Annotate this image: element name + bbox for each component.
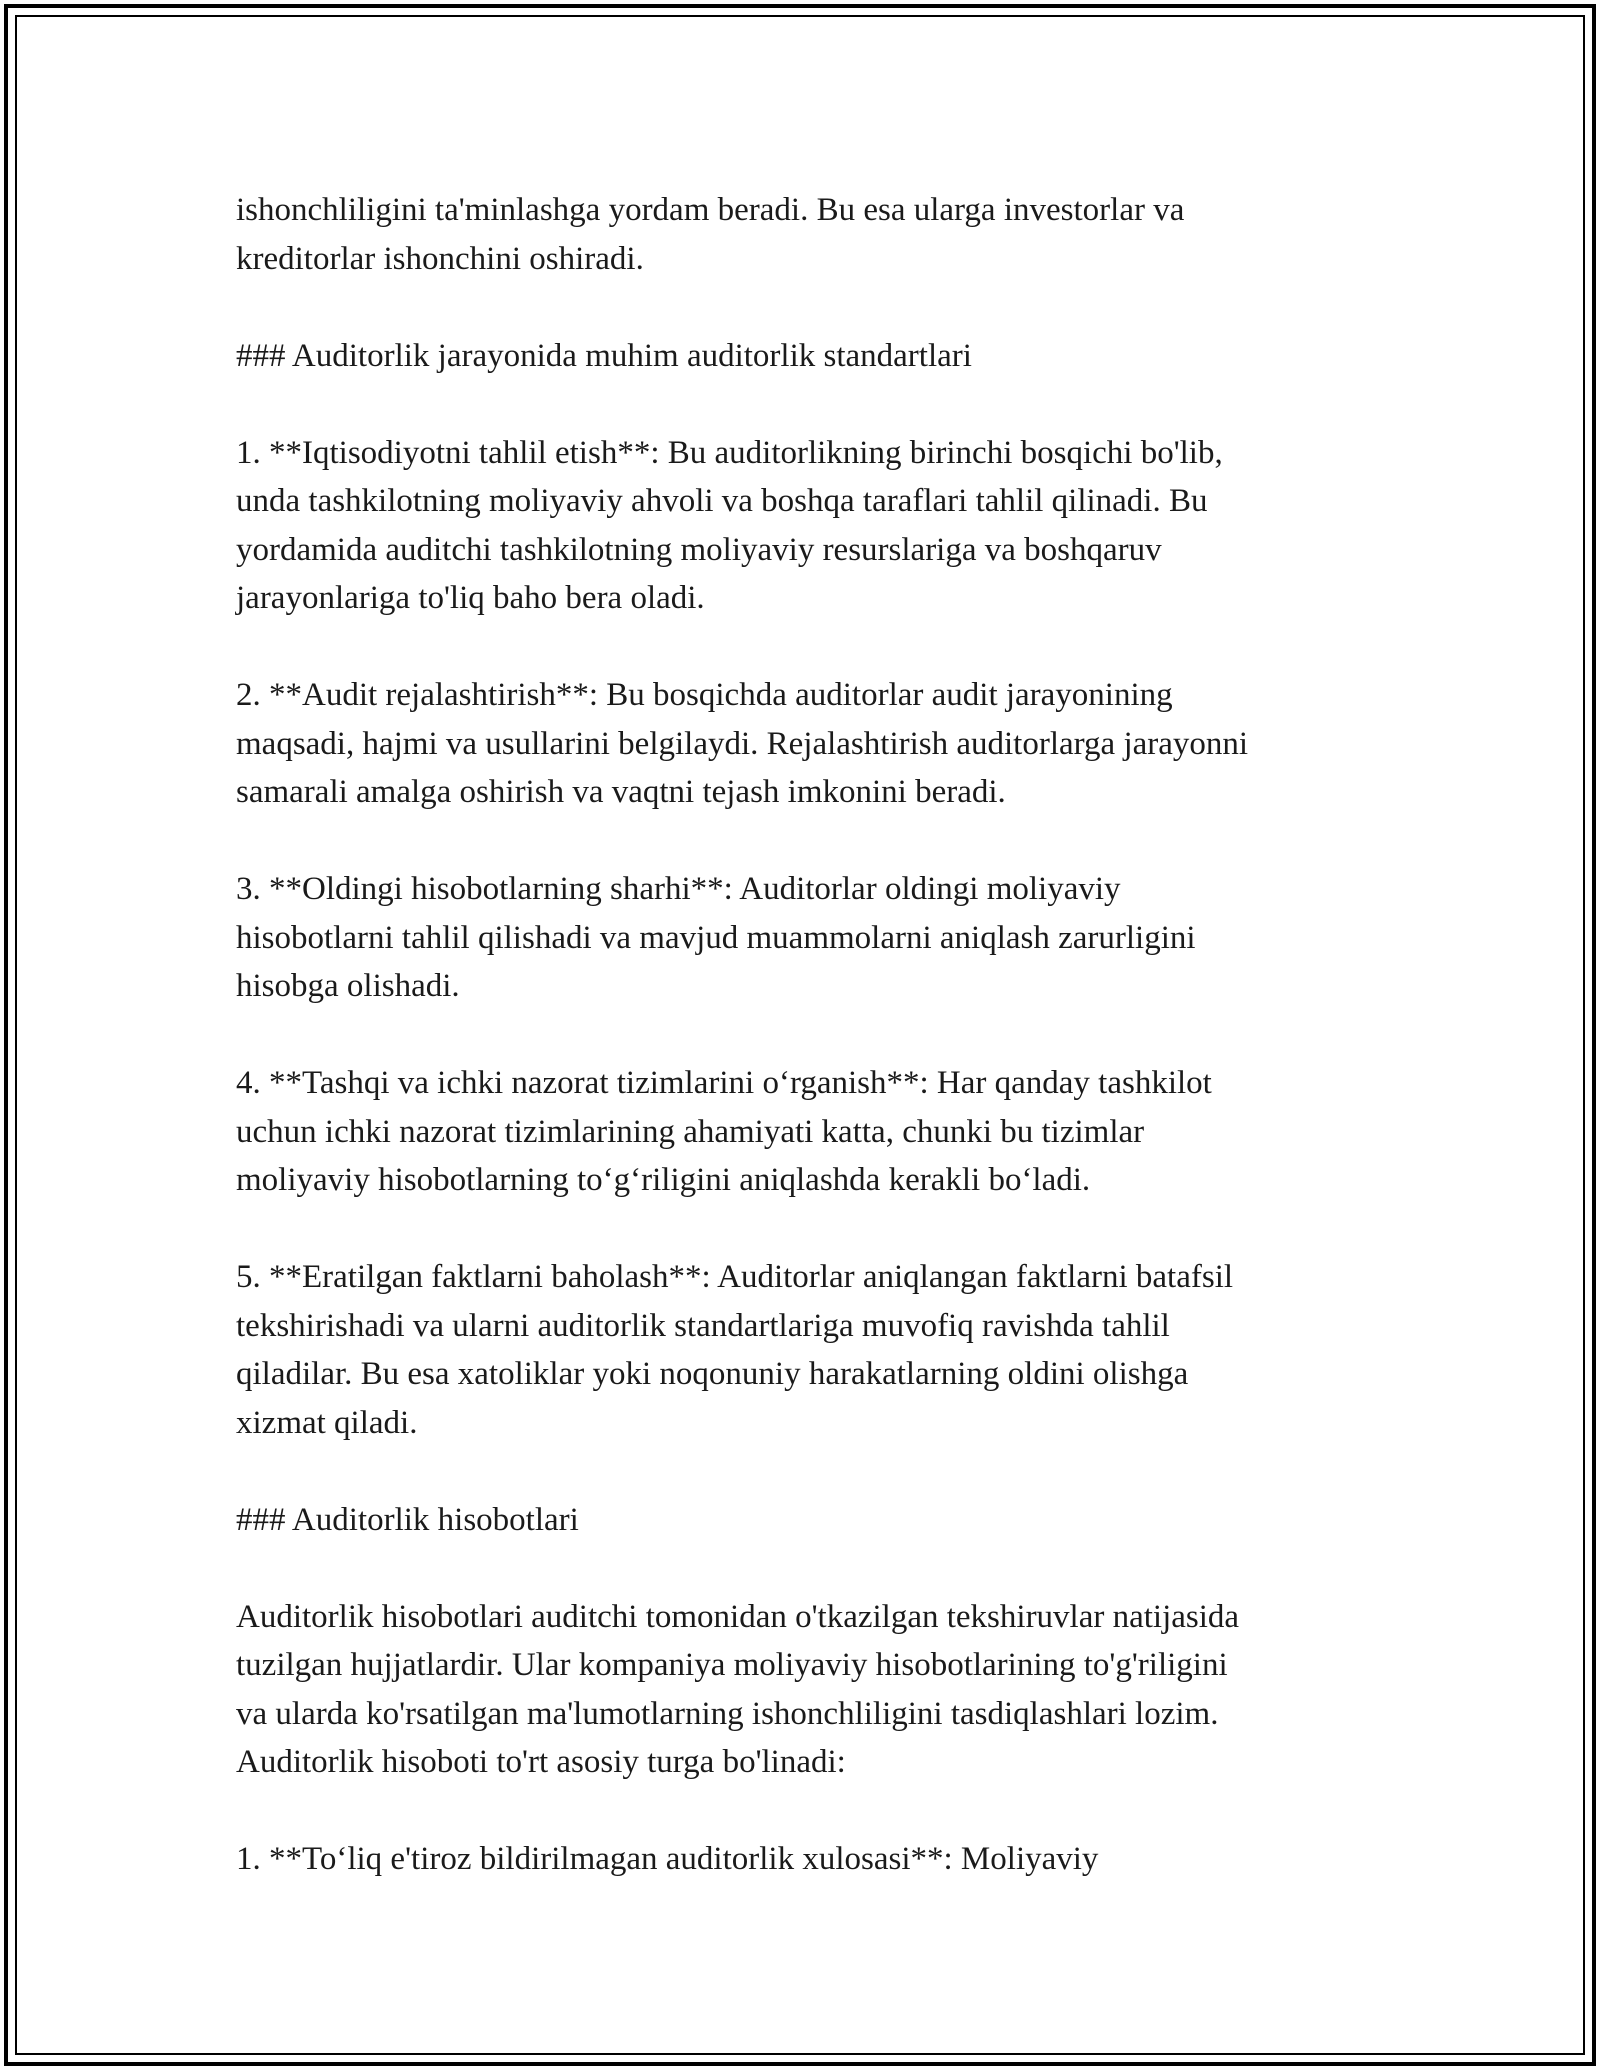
list-item-5: 5. **Eratilgan faktlarni baholash**: Auditorlar aniqlangan faktlarni batafsil tekshirishadi va ularni auditorlik standartlariga muvofiq ravishda tahlil qiladilar. Bu esa xatoliklar yoki noqonuniy harakatlarning oldini olishga xizmat qiladi. [236,1259,1234,1441]
list-item-4: 4. **Tashqi va ichki nazorat tizimlarini o‘rganish**: Har qanday tashkilot uchun ichki nazorat tizimlarining ahamiyati katta, chunki bu tizimlar moliyaviy hisobotlarning to‘g‘riligini aniqlashda kerakli bo‘ladi. [236,1065,1212,1198]
paragraph-audit-reports: Auditorlik hisobotlari auditchi tomonidan o'tkazilgan tekshiruvlar natijasida tuzilgan hujjatlardir. Ular kompaniya moliyaviy hisobotlarining to'g'riligini va ularda ko'rsatilgan ma'lumotlarning ishonchliligini tasdiqlashlari lozim. Auditorlik hisoboti to'rt asosiy turga bo'linadi: [236,1598,1240,1780]
list-item-3: 3. **Oldingi hisobotlarning sharhi**: Auditorlar oldingi moliyaviy hisobotlarni tahlil qilishadi va mavjud muammolarni aniqlash zarurligini hisobga olishadi. [236,871,1196,1004]
heading-audit-reports: ### Auditorlik hisobotlari [236,1501,579,1538]
list-item-1: 1. **Iqtisodiyotni tahlil etish**: Bu auditorlikning birinchi bosqichi bo'lib, unda tashkilotning moliyaviy ahvoli va boshqa taraflari tahlil qilinadi. Bu yordamida auditchi tashkilotning moliyaviy resurslariga va boshqaruv jarayonlariga to'liq baho bera oladi. [236,434,1223,616]
document-body [236,186,1386,1884]
heading-audit-standards: ### Auditorlik jarayonida muhim auditorlik standartlari [236,337,972,374]
list-item-2: 2. **Audit rejalashtirish**: Bu bosqichda auditorlar audit jarayonining maqsadi, hajmi va usullarini belgilaydi. Rejalashtirish auditorlarga jarayonni samarali amalga oshirish va vaqtni tejash imkonini beradi. [236,677,1249,810]
list-item-reports-1: 1. **To‘liq e'tiroz bildirilmagan auditorlik xulosasi**: Moliyaviy [236,1841,1099,1877]
paragraph-intro-continuation: ishonchliligini ta'minlashga yordam beradi. Bu esa ularga investorlar va kreditorlar ishonchini oshiradi. [236,192,1185,277]
